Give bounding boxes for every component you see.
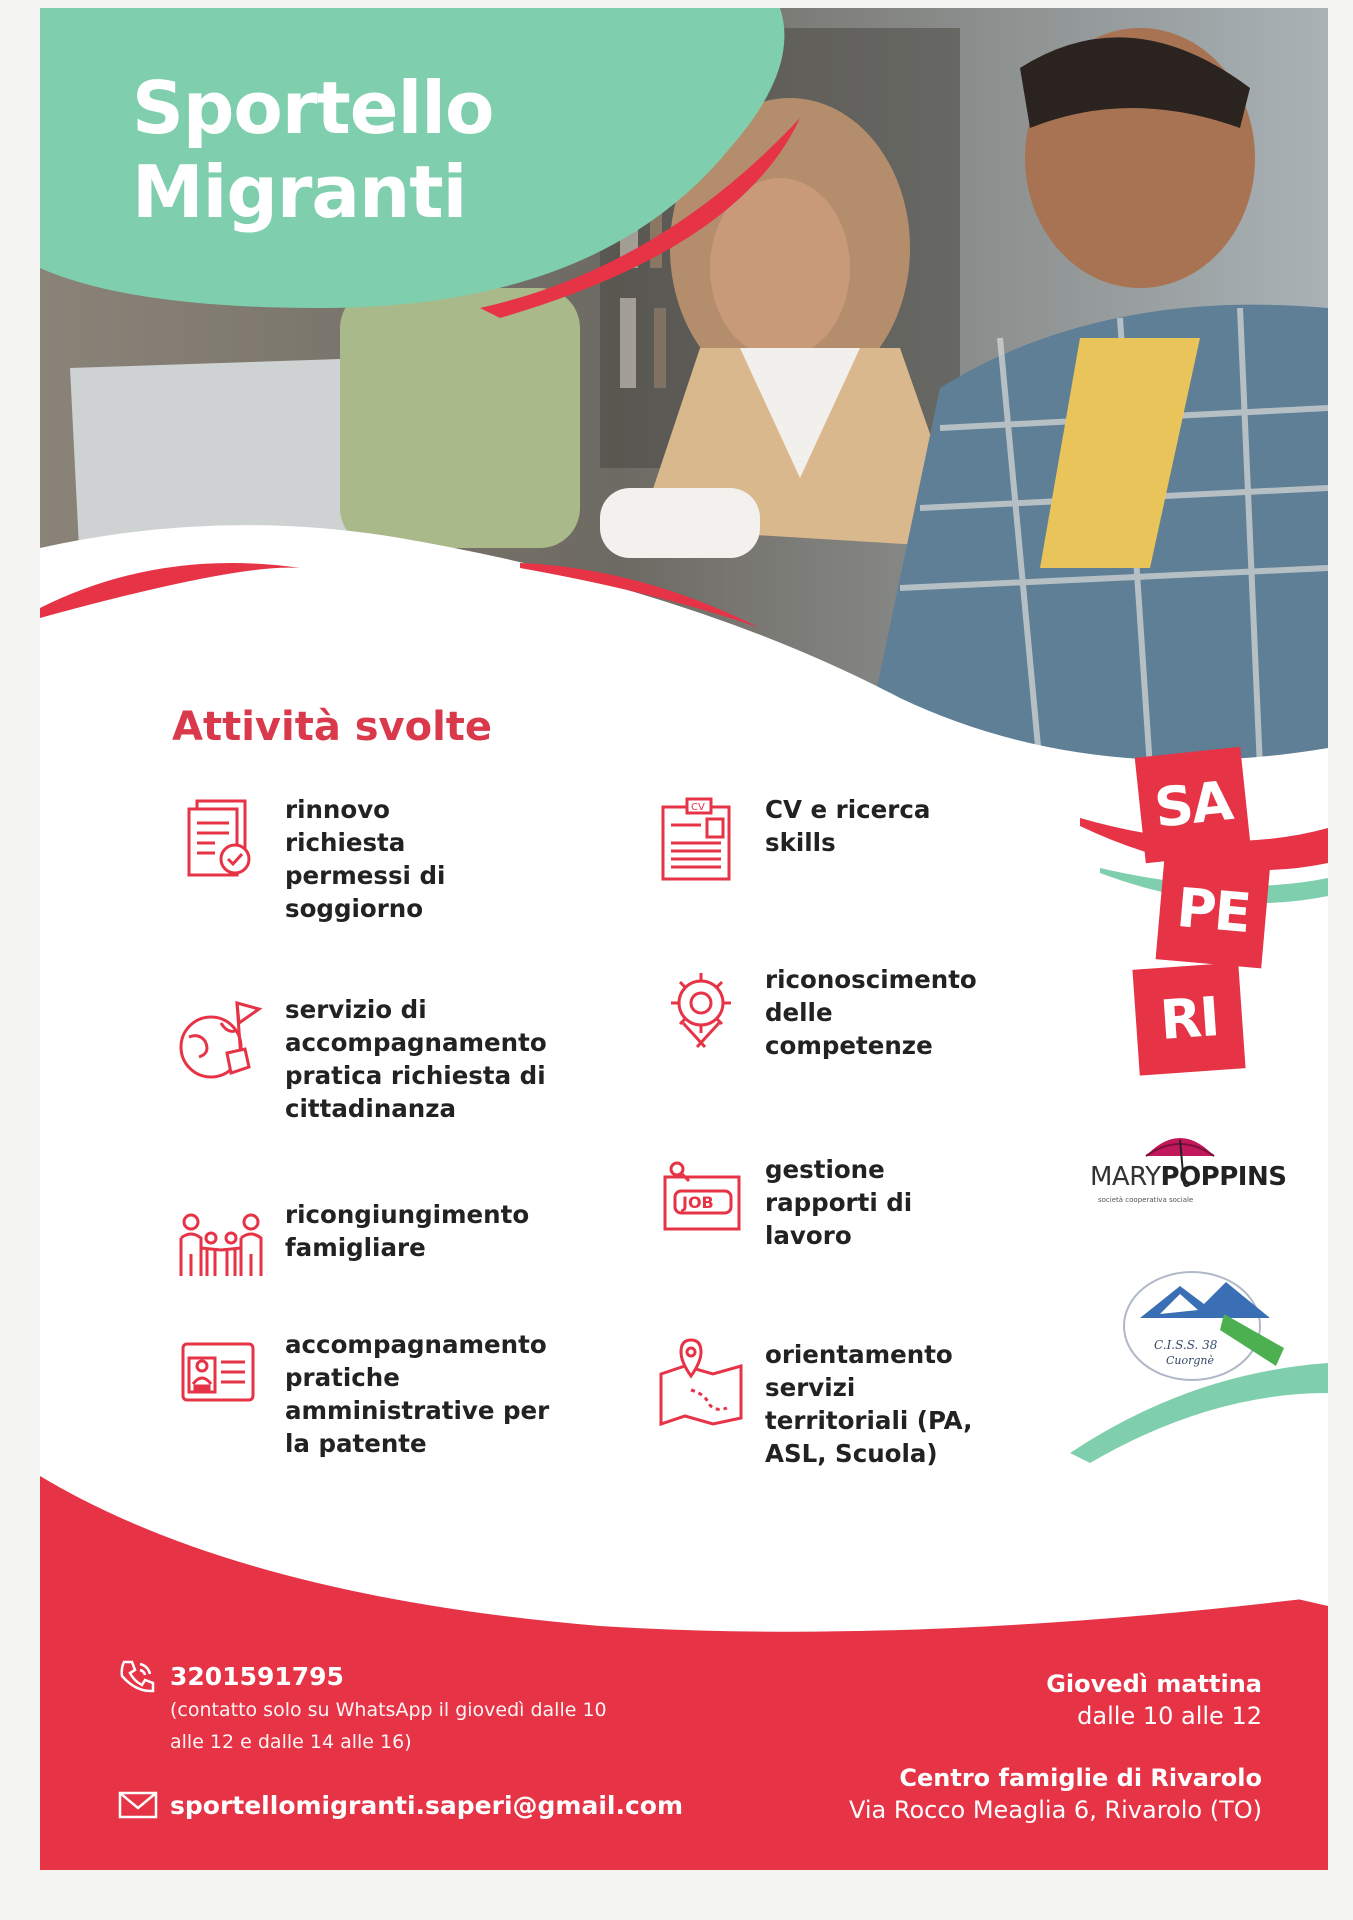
mary-poppins-logo — [1090, 1128, 1310, 1218]
activity-text — [765, 793, 1005, 859]
activity-line: ricongiungimento — [285, 1200, 530, 1229]
activity-text — [285, 1198, 585, 1264]
saperi-tile — [1132, 962, 1245, 1075]
saperi-tile — [1156, 854, 1271, 969]
mary-poppins-part1: MARY — [1090, 1162, 1161, 1192]
activity-driving-license — [175, 1328, 585, 1460]
activity-text — [285, 993, 585, 1125]
activity-line: servizi — [765, 1373, 856, 1402]
phone-row — [118, 1658, 683, 1694]
activity-line: rapporti di — [765, 1188, 913, 1217]
activity-line: la patente — [285, 1429, 427, 1458]
family-icon — [175, 1198, 267, 1290]
activity-line: permessi di — [285, 861, 446, 890]
activity-line: ASL, Scuola) — [765, 1439, 938, 1468]
saperi-tile-text: RI — [1157, 985, 1220, 1052]
contact-block — [118, 1658, 683, 1820]
activity-line: delle — [765, 998, 833, 1027]
activity-text — [765, 1338, 1005, 1470]
phone-icon — [118, 1658, 158, 1694]
activity-line: orientamento — [765, 1340, 953, 1369]
activity-cv — [655, 793, 1005, 885]
activity-line: servizio di — [285, 995, 427, 1024]
activity-line: riconoscimento — [765, 965, 977, 994]
saperi-tile — [1135, 747, 1251, 863]
activity-line: famigliare — [285, 1233, 426, 1262]
cv-document-icon — [655, 793, 747, 885]
svg-text:JOB: JOB — [682, 1193, 714, 1212]
ciss-logo — [1120, 1264, 1290, 1384]
activity-citizenship — [175, 993, 585, 1125]
activity-territorial-services — [655, 1338, 1005, 1470]
saperi-tile-text: SA — [1151, 769, 1235, 840]
id-card-icon — [175, 1328, 267, 1420]
activity-work-relations — [655, 1153, 1005, 1252]
mary-poppins-wordmark — [1090, 1162, 1286, 1192]
schedule-day: Giovedì mattina — [1046, 1670, 1262, 1698]
activity-line: rinnovo — [285, 795, 390, 824]
activity-skills-recognition — [655, 963, 1005, 1062]
activity-line: gestione — [765, 1155, 885, 1184]
document-check-icon — [175, 793, 267, 885]
mary-poppins-tagline: società cooperativa sociale — [1098, 1196, 1194, 1204]
gear-tools-icon — [655, 963, 747, 1055]
activity-line: amministrative per — [285, 1396, 550, 1425]
activity-text — [285, 1328, 585, 1460]
phone-note: (contatto solo su WhatsApp il giovedì dalle 10 alle 12 e dalle 14 alle 16) — [170, 1699, 607, 1753]
map-pin-icon — [655, 1338, 747, 1430]
mail-icon — [118, 1790, 158, 1820]
job-tag-icon — [655, 1153, 747, 1245]
activity-line: accompagnamento — [285, 1330, 547, 1359]
activity-text — [285, 793, 585, 925]
email-address[interactable]: sportellomigranti.saperi@gmail.com — [170, 1790, 684, 1820]
activity-line: cittadinanza — [285, 1094, 457, 1123]
activity-line: pratiche — [285, 1363, 400, 1392]
flyer — [40, 8, 1328, 1870]
phone-number[interactable]: 3201591795 — [170, 1661, 344, 1691]
schedule-block — [849, 1668, 1262, 1826]
activity-text — [765, 963, 1005, 1062]
schedule-hours: dalle 10 alle 12 — [1077, 1702, 1262, 1730]
activity-line: soggiorno — [285, 894, 424, 923]
globe-flag-hand-icon — [175, 993, 267, 1085]
svg-text:CV: CV — [691, 802, 705, 813]
activity-residence-permit — [175, 793, 585, 925]
ciss-name: C.I.S.S. 38 — [1154, 1338, 1218, 1352]
activity-line: lavoro — [765, 1221, 852, 1250]
activity-line: CV e ricerca — [765, 795, 931, 824]
activity-family-reunification — [175, 1198, 585, 1290]
activities-heading: Attività svolte — [172, 704, 493, 750]
activity-text — [765, 1153, 1005, 1252]
activity-line: skills — [765, 828, 836, 857]
schedule-place: Centro famiglie di Rivarolo — [899, 1764, 1262, 1792]
activity-line: accompagnamento — [285, 1028, 547, 1057]
saperi-logo — [1130, 752, 1280, 1082]
schedule-address: Via Rocco Meaglia 6, Rivarolo (TO) — [848, 1796, 1262, 1824]
ciss-town: Cuorgnè — [1166, 1354, 1215, 1367]
activity-line: competenze — [765, 1031, 933, 1060]
activity-line: richiesta — [285, 828, 406, 857]
title-line-2: Migranti — [132, 150, 467, 234]
activity-line: pratica richiesta di — [285, 1061, 546, 1090]
title-line-1: Sportello — [132, 66, 494, 150]
saperi-tile-text: PE — [1174, 875, 1252, 946]
email-row — [118, 1790, 683, 1820]
mary-poppins-part2: POPPINS — [1160, 1162, 1287, 1192]
activity-line: territoriali (PA, — [765, 1406, 973, 1435]
page-title — [132, 66, 493, 234]
